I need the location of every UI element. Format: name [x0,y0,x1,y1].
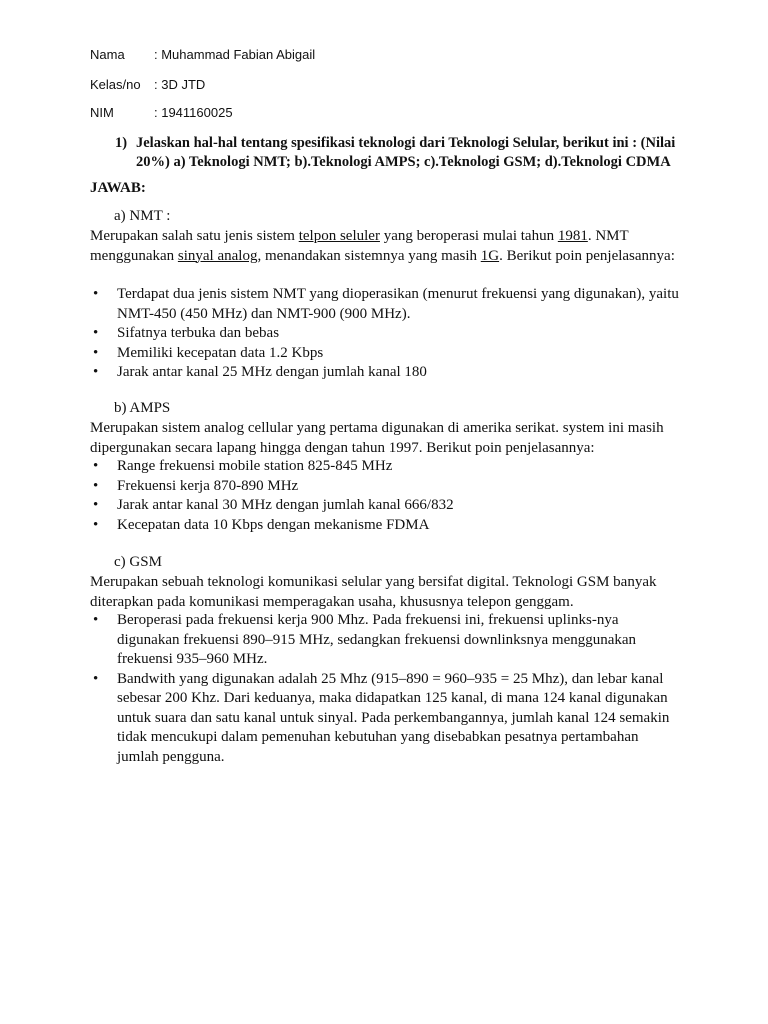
list-item: • Range frekuensi mobile station 825-845 MHz [90,457,680,477]
list-item: • Kecepatan data 10 Kbps dengan mekanisme FDMA [90,516,680,536]
bullet-icon: • [93,344,99,361]
class-label: Kelas/no [90,77,141,92]
nmt-paragraph-text-5: . Berikut poin penjelasannya: [499,247,675,264]
nmt-paragraph-text-3: . NMT menggunakan [90,228,629,264]
bullet-icon: • [93,325,99,341]
gsm-bullet-list [90,611,680,767]
link-1981[interactable]: 1981 [557,228,588,244]
amps-paragraph: Merupakan sistem analog cellular yang pertama digunakan di amerika serikat. system ini masih dipergunakan secara lapang hingga dengan tahun 1997. Berikut poin penjelasannya: [90,420,664,456]
gsm-heading: c) GSM [114,554,162,570]
question-number: 1) [115,135,128,151]
amps-heading: b) AMPS [114,400,171,416]
link-1g[interactable]: 1G [480,247,500,264]
class-value: : 3D JTD [154,77,206,92]
link-telpon-seluler[interactable]: telpon seluler [298,228,380,244]
bullet-icon: • [93,612,99,628]
answer-label: JAWAB: [90,180,146,196]
question-text: Jelaskan hal-hal tentang spesifikasi teknologi dari Teknologi Selular, berikut ini : (Nilai 20%) a) Teknologi NMT; b).Teknologi AMPS; c).Teknologi GSM; d).Teknologi CDMA [136,135,676,170]
list-item: • Sifatnya terbuka dan bebas [90,324,680,344]
nim-label: NIM [90,105,114,120]
list-item: • Jarak antar kanal 25 MHz dengan jumlah kanal 180 [90,363,680,383]
nmt-paragraph-text-1: Merupakan salah satu jenis sistem [90,228,299,244]
bullet-icon: • [93,670,99,687]
name-value: : Muhammad Fabian Abigail [154,47,316,62]
name-label: Nama [90,47,125,62]
nmt-paragraph-text-4: , menandakan sistemnya yang masih [257,247,481,264]
list-item: • Beroperasi pada frekuensi kerja 900 Mhz. Pada frekuensi ini, frekuensi uplinks-nya digunakan frekuensi 890–915 MHz, sedangkan frekuensi downlinksnya menggunakan frekuensi 935–960 MHz. [93,612,637,667]
nmt-heading: a) NMT : [114,208,171,224]
bullet-icon: • [93,477,99,494]
gsm-paragraph: Merupakan sebuah teknologi komunikasi selular yang bersifat digital. Teknologi GSM banyak diterapkan pada komunikasi memperagakan usaha, khususnya telepon genggam. [90,574,657,610]
list-item: • Bandwith yang digunakan adalah 25 Mhz (915–890 = 960–935 = 25 Mhz), dan lebar kanal sebesar 200 Khz. Dari keduanya, maka didapatkan 125 kanal, di mana 124 kanal digunakan untuk suara dan satu kanal untuk sinyal. Pada perkembangannya, jumlah kanal 124 semakin tidak mencukupi dalam pemenuhan kebutuhan yang disebabkan pesatnya pertambahan jumlah pengguna. [93,670,670,765]
nmt-paragraph-text-2: yang beroperasi mulai tahun [379,228,558,244]
nmt-bullet-list [90,285,680,383]
list-item: • Terdapat dua jenis sistem NMT yang dioperasikan (menurut frekuensi yang digunakan), yaitu NMT-450 (450 MHz) dan NMT-900 (900 MHz). [93,286,679,322]
bullet-icon: • [93,364,99,380]
link-sinyal-analog[interactable]: sinyal analog [177,247,258,264]
bullet-icon: • [93,286,99,302]
nim-value: : 1941160025 [154,105,233,120]
list-item: • Frekuensi kerja 870-890 MHz [90,477,680,497]
bullet-icon: • [93,458,99,474]
amps-bullet-list [90,457,680,535]
list-item: • Memiliki kecepatan data 1.2 Kbps [90,344,680,364]
nmt-paragraph [90,227,690,266]
bullet-icon: • [93,497,99,513]
bullet-icon: • [93,516,99,533]
list-item: • Jarak antar kanal 30 MHz dengan jumlah kanal 666/832 [90,496,680,516]
